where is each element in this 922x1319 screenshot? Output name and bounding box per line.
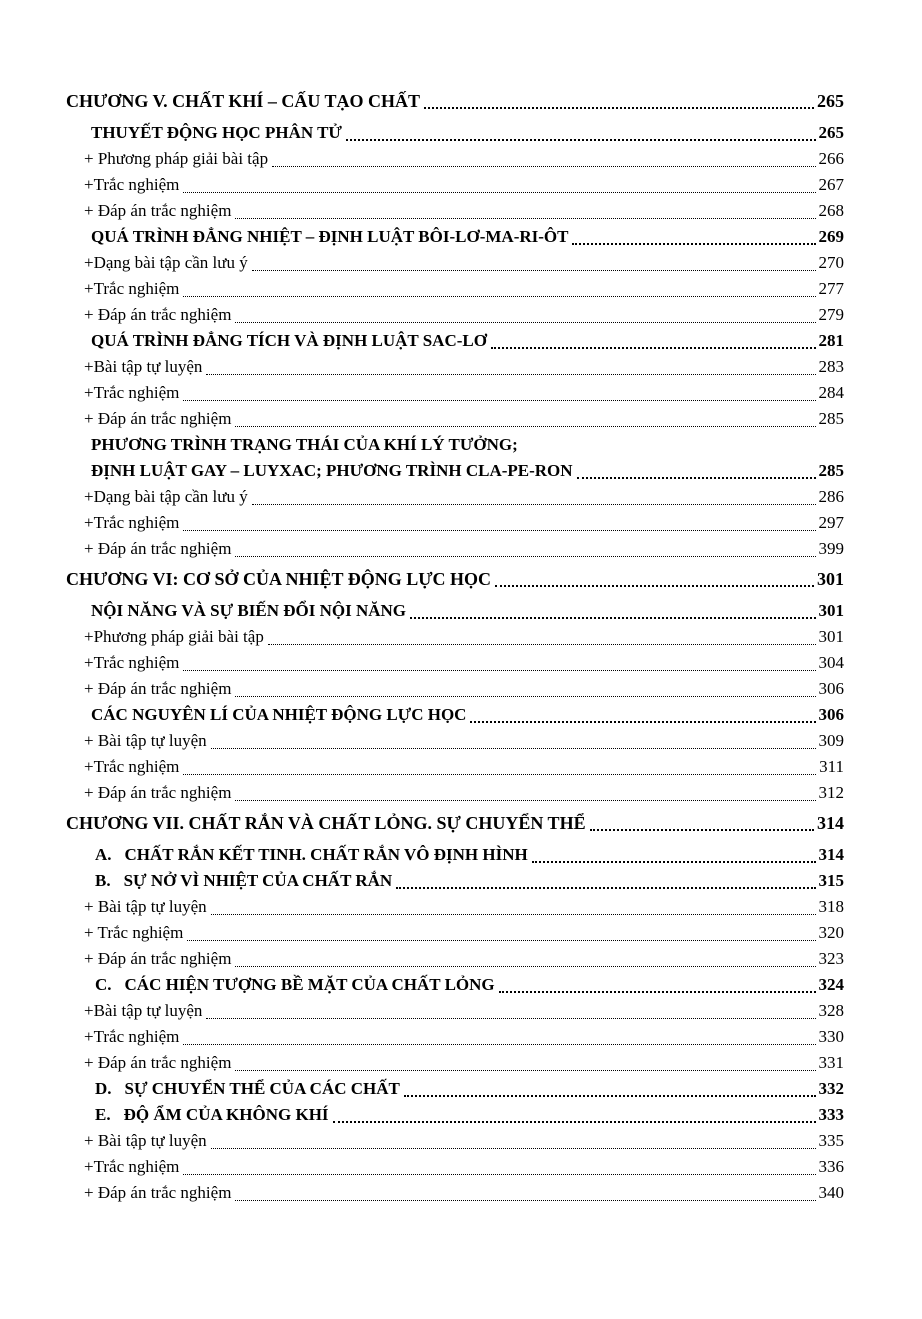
toc-entry-page-number: 266: [818, 149, 844, 168]
dot-leader-line: [342, 120, 819, 146]
toc-entry-page-number: 311: [819, 757, 844, 776]
toc-entry-page-number: 265: [818, 123, 844, 142]
dot-leader-line: [248, 250, 819, 276]
toc-entry[interactable]: [66, 1050, 844, 1076]
toc-entry-page-number: 318: [818, 897, 844, 916]
toc-entry-title: NỘI NĂNG VÀ SỰ BIẾN ĐỔI NỘI NĂNG: [91, 601, 407, 620]
toc-entry[interactable]: [66, 302, 844, 328]
toc-entry-page-number: 265: [817, 91, 844, 111]
toc-entry[interactable]: [66, 566, 844, 592]
toc-entry-title: PHƯƠNG TRÌNH TRẠNG THÁI CỦA KHÍ LÝ TƯỞNG;: [91, 435, 518, 454]
toc-entry[interactable]: [66, 998, 844, 1024]
toc-entry-title: CÁC HIỆN TƯỢNG BỀ MẶT CỦA CHẤT LỎNG: [124, 975, 495, 994]
toc-entry[interactable]: [66, 598, 844, 624]
toc-entry-page-number: 269: [818, 227, 844, 246]
dot-leader-line: [179, 380, 818, 406]
dot-leader-line: [202, 998, 818, 1024]
toc-entry[interactable]: [66, 1128, 844, 1154]
toc-entry-page-number: 328: [818, 1001, 844, 1020]
toc-entry-title: +Trắc nghiệm: [84, 513, 180, 532]
toc-entry-page-number: 312: [818, 783, 844, 802]
toc-entry[interactable]: [66, 894, 844, 920]
dot-leader-line: [231, 780, 818, 806]
toc-entry[interactable]: [66, 380, 844, 406]
toc-entry[interactable]: [66, 198, 844, 224]
toc-entry-page-number: 283: [818, 357, 844, 376]
toc-entry-title: CHƯƠNG VII. CHẤT RẮN VÀ CHẤT LỎNG. SỰ CHUYỂN THỂ: [66, 813, 586, 833]
toc-entry[interactable]: [66, 842, 844, 868]
toc-entry-title: +Trắc nghiệm: [84, 279, 180, 298]
toc-entry-page-number: 267: [818, 175, 844, 194]
toc-entry-letter: C.: [95, 975, 112, 994]
toc-entry-title: ĐỘ ẨM CỦA KHÔNG KHÍ: [123, 1105, 329, 1124]
toc-entry[interactable]: [66, 458, 844, 484]
toc-entry-page-number: 330: [818, 1027, 844, 1046]
toc-entry-page-number: 340: [818, 1183, 844, 1202]
toc-entry-title: + Đáp án trắc nghiệm: [84, 949, 232, 968]
toc-entry-title: + Đáp án trắc nghiệm: [84, 539, 232, 558]
dot-leader-line: [264, 624, 819, 650]
dot-leader-line: [179, 172, 818, 198]
toc-entry-letter: B.: [95, 871, 111, 890]
toc-entry-page-number: 301: [818, 601, 844, 620]
toc-entry-title: + Trắc nghiệm: [84, 923, 184, 942]
toc-entry[interactable]: [66, 120, 844, 146]
toc-entry-page-number: 301: [817, 569, 844, 589]
toc-entry-title: SỰ NỞ VÌ NHIỆT CỦA CHẤT RẮN: [123, 871, 393, 890]
dot-leader-line: [179, 1024, 818, 1050]
toc-entry-title: +Trắc nghiệm: [84, 175, 180, 194]
toc-entry[interactable]: [66, 172, 844, 198]
toc-entry[interactable]: [66, 810, 844, 836]
dot-leader-line: [231, 946, 818, 972]
toc-entry-title: + Đáp án trắc nghiệm: [84, 1053, 232, 1072]
dot-leader-line: [466, 702, 818, 728]
toc-entry[interactable]: [66, 250, 844, 276]
dot-leader-line: [400, 1076, 819, 1102]
dot-leader-line: [207, 1128, 819, 1154]
toc-entry[interactable]: [66, 1180, 844, 1206]
toc-entry-title: QUÁ TRÌNH ĐẲNG NHIỆT – ĐỊNH LUẬT BÔI-LƠ-MA-RI-ÔT: [91, 227, 569, 246]
toc-entry-page-number: 331: [818, 1053, 844, 1072]
toc-entry-page-number: 270: [818, 253, 844, 272]
toc-entry[interactable]: [66, 536, 844, 562]
toc-entry[interactable]: [66, 146, 844, 172]
dot-leader-line: [231, 1180, 818, 1206]
toc-entry[interactable]: [66, 650, 844, 676]
dot-leader-line: [207, 894, 819, 920]
toc-entry[interactable]: [66, 354, 844, 380]
toc-entry-page-number: 332: [818, 1079, 844, 1098]
dot-leader-line: [573, 458, 819, 484]
toc-entry-title: CHƯƠNG VI: CƠ SỞ CỦA NHIỆT ĐỘNG LỰC HỌC: [66, 569, 492, 589]
dot-leader-line: [568, 224, 818, 250]
dot-leader-line: [329, 1102, 819, 1128]
toc-entry-title: SỰ CHUYỂN THỂ CỦA CÁC CHẤT: [124, 1079, 400, 1098]
toc-entry-page-number: 285: [818, 409, 844, 428]
toc-entry[interactable]: [66, 754, 844, 780]
dot-leader-line: [179, 754, 819, 780]
toc-entry-page-number: 324: [818, 975, 844, 994]
dot-leader-line: [406, 598, 818, 624]
dot-leader-line: [420, 88, 817, 114]
dot-leader-line: [179, 650, 818, 676]
toc-entry[interactable]: [66, 676, 844, 702]
toc-entry[interactable]: [66, 946, 844, 972]
toc-entry-title: + Đáp án trắc nghiệm: [84, 201, 232, 220]
toc-entry-title: + Bài tập tự luyện: [84, 1131, 207, 1150]
toc-entry[interactable]: [66, 728, 844, 754]
toc-entry[interactable]: [66, 224, 844, 250]
toc-entry[interactable]: [66, 1154, 844, 1180]
toc-entry[interactable]: [66, 510, 844, 536]
dot-leader-line: [207, 728, 819, 754]
toc-entry[interactable]: [66, 328, 844, 354]
toc-entry-page-number: 306: [818, 705, 844, 724]
toc-entry-title: CÁC NGUYÊN LÍ CỦA NHIỆT ĐỘNG LỰC HỌC: [91, 705, 467, 724]
dot-leader-line: [528, 842, 819, 868]
toc-entry-page-number: 333: [818, 1105, 844, 1124]
toc-entry-page-number: 306: [818, 679, 844, 698]
dot-leader-line: [268, 146, 818, 172]
dot-leader-line: [183, 920, 818, 946]
toc-entry[interactable]: [66, 972, 844, 998]
toc-entry[interactable]: [66, 1102, 844, 1128]
toc: [66, 84, 844, 1206]
toc-entry[interactable]: [66, 868, 844, 894]
toc-entry-page-number: 286: [818, 487, 844, 506]
toc-entry[interactable]: [66, 484, 844, 510]
dot-leader-line: [202, 354, 818, 380]
dot-leader-line: [586, 810, 817, 836]
toc-entry-page-number: 320: [818, 923, 844, 942]
toc-entry-title: ĐỊNH LUẬT GAY – LUYXAC; PHƯƠNG TRÌNH CLA-PE-RON: [91, 461, 573, 480]
toc-entry-page-number: 336: [818, 1157, 844, 1176]
dot-leader-line: [179, 1154, 818, 1180]
toc-entry-page-number: 301: [818, 627, 844, 646]
toc-entry-title: + Bài tập tự luyện: [84, 897, 207, 916]
dot-leader-line: [231, 198, 818, 224]
toc-entry-title: + Đáp án trắc nghiệm: [84, 305, 232, 324]
toc-entry-title: +Trắc nghiệm: [84, 757, 180, 776]
dot-leader-line: [231, 676, 818, 702]
toc-entry-title: CHẤT RẮN KẾT TINH. CHẤT RẮN VÔ ĐỊNH HÌNH: [124, 845, 528, 864]
toc-entry-page-number: 323: [818, 949, 844, 968]
toc-entry-page-number: 297: [818, 513, 844, 532]
toc-entry[interactable]: [66, 920, 844, 946]
toc-entry-page-number: 399: [818, 539, 844, 558]
toc-entry-page-number: 304: [818, 653, 844, 672]
toc-entry-title: + Đáp án trắc nghiệm: [84, 409, 232, 428]
toc-entry-page-number: 309: [818, 731, 844, 750]
dot-leader-line: [491, 566, 817, 592]
dot-leader-line: [248, 484, 819, 510]
toc-entry-title: +Dạng bài tập cần lưu ý: [84, 487, 248, 506]
dot-leader-line: [179, 510, 818, 536]
toc-entry-title: + Đáp án trắc nghiệm: [84, 679, 232, 698]
toc-entry-page-number: 284: [818, 383, 844, 402]
toc-entry-title: +Trắc nghiệm: [84, 1157, 180, 1176]
toc-entry-page-number: 314: [817, 813, 844, 833]
toc-entry-title: + Phương pháp giải bài tập: [84, 149, 269, 168]
toc-entry[interactable]: [66, 432, 844, 458]
toc-entry-title: + Đáp án trắc nghiệm: [84, 1183, 232, 1202]
toc-entry-page-number: 279: [818, 305, 844, 324]
dot-leader-line: [231, 536, 818, 562]
toc-entry-page-number: 268: [818, 201, 844, 220]
toc-entry-title: +Trắc nghiệm: [84, 653, 180, 672]
toc-entry-title: +Bài tập tự luyện: [84, 357, 203, 376]
toc-entry-title: + Bài tập tự luyện: [84, 731, 207, 750]
toc-entry-page-number: 277: [818, 279, 844, 298]
dot-leader-line: [179, 276, 818, 302]
toc-entry-title: + Đáp án trắc nghiệm: [84, 783, 232, 802]
toc-entry-title: +Phương pháp giải bài tập: [84, 627, 264, 646]
dot-leader-line: [231, 302, 818, 328]
dot-leader-line: [392, 868, 818, 894]
toc-entry[interactable]: [66, 702, 844, 728]
toc-entry-page-number: 315: [818, 871, 844, 890]
toc-entry-page-number: 285: [818, 461, 844, 480]
toc-entry-letter: E.: [95, 1105, 111, 1124]
toc-entry[interactable]: [66, 276, 844, 302]
toc-entry-title: CHƯƠNG V. CHẤT KHÍ – CẤU TẠO CHẤT: [66, 91, 421, 111]
toc-entry-page-number: 281: [818, 331, 844, 350]
toc-entry[interactable]: [66, 406, 844, 432]
toc-entry[interactable]: [66, 1076, 844, 1102]
toc-entry-title: THUYẾT ĐỘNG HỌC PHÂN TỬ: [91, 123, 342, 142]
toc-entry[interactable]: [66, 624, 844, 650]
toc-entry-letter: D.: [95, 1079, 112, 1098]
dot-leader-line: [487, 328, 819, 354]
toc-entry-title: +Dạng bài tập cần lưu ý: [84, 253, 248, 272]
toc-entry-title: +Bài tập tự luyện: [84, 1001, 203, 1020]
toc-entry-page-number: 314: [818, 845, 844, 864]
toc-entry[interactable]: [66, 780, 844, 806]
toc-entry-title: +Trắc nghiệm: [84, 383, 180, 402]
toc-entry[interactable]: [66, 1024, 844, 1050]
dot-leader-line: [231, 1050, 818, 1076]
dot-leader-line: [231, 406, 818, 432]
dot-leader-line: [495, 972, 819, 998]
toc-entry[interactable]: [66, 88, 844, 114]
toc-entry-page-number: 335: [818, 1131, 844, 1150]
toc-entry-title: +Trắc nghiệm: [84, 1027, 180, 1046]
toc-entry-letter: A.: [95, 845, 112, 864]
toc-entry-title: QUÁ TRÌNH ĐẲNG TÍCH VÀ ĐỊNH LUẬT SAC-LƠ: [91, 331, 487, 350]
